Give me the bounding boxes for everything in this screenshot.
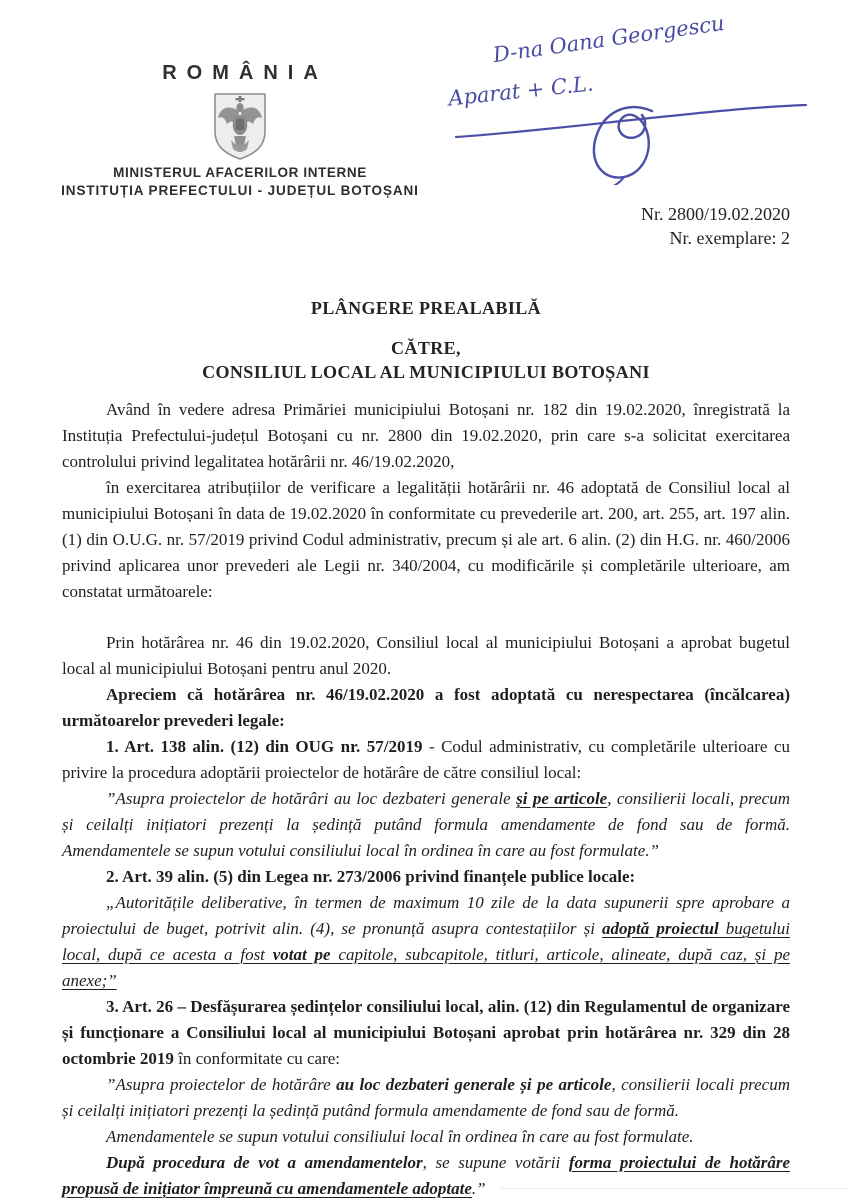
copies-count: Nr. exemplare: 2: [669, 228, 790, 248]
paragraph-quote-3-end: După procedura de vot a amendamentelor, se supune votării forma proiectului de hotărâre propusă de inițiator împreună cu amendamentele adoptate.”: [62, 1153, 790, 1198]
paragraph-preamble-1: Având în vedere adresa Primăriei municipiului Botoșani nr. 182 din 19.02.2020, înregistrată la Instituția Prefectului-județul Botoșani cu nr. 2800 din 19.02.2020, prin care s-a solicitat exercitarea controlului privind legalitatea hotărârii nr. 46/19.02.2020,: [62, 400, 790, 471]
registration-number: Nr. 2800/19.02.2020: [640, 204, 790, 224]
institution-name: INSTITUȚIA PREFECTULUI - JUDEȚUL BOTOȘANI: [61, 183, 419, 198]
paragraph-facts: Prin hotărârea nr. 46 din 19.02.2020, Consiliul local al municipiului Botoșani a aprobat bugetul local al municipiului Botoșani pentru anul 2020.: [62, 633, 790, 678]
paragraph-quote-3-cont: Amendamentele se supun votului consiliului local în ordinea în care au fost formulate.: [106, 1127, 694, 1146]
document-title: PLÂNGERE PREALABILĂ: [310, 298, 542, 318]
coat-of-arms-icon: [212, 91, 268, 161]
paragraph-quote-2: „Autoritățile deliberative, în termen de maximum 10 zile de la data supunerii spre aprobare a proiectului de buget, potrivit alin. (4), se pronunță asupra contestațiilor și adoptă proiectul bugetului local, după ce acesta a fost votat pe capitole, subcapitole, titluri, articole, alineate, după caz, și pe anexe;”: [62, 893, 790, 990]
paragraph-preamble-2: în exercitarea atribuțiilor de verificare a legalității hotărârii nr. 46 adoptată de Consiliul local al municipiului Botoșani în data de 19.02.2020 în conformitate cu prevederile art. 200, art. 255, art. 197 alin. (1) din O.U.G. nr. 57/2019 privind Codul administrativ, precum și ale art. 6 alin. (2) din H.G. nr. 460/2006 privind aplicarea unor prevederi ale Legii nr. 340/2004, cu modificările și completările ulterioare, am constatat următoarele:: [62, 478, 790, 601]
document-title-block: [60, 298, 792, 383]
handwritten-annotation: [428, 10, 828, 185]
paragraph-legal-point-3: 3. Art. 26 – Desfășurarea ședințelor consiliului local, alin. (12) din Regulamentul de organizare și funcționare a Consiliului local al municipiului Botoșani aprobat prin hotărârea nr. 329 din 28 octombrie 2019 în conformitate cu care:: [62, 997, 790, 1068]
signature-flourish-icon: [428, 15, 828, 185]
ministry-name: MINISTERUL AFACERILOR INTERNE: [113, 165, 367, 180]
addressee-name: CONSILIUL LOCAL AL MUNICIPIULUI BOTOȘANI: [202, 362, 650, 382]
registration-block: [641, 202, 790, 250]
paragraph-legal-point-1: 1. Art. 138 alin. (12) din OUG nr. 57/2019 - Codul administrativ, cu completările ulterioare cu privire la procedura adoptării proiectelor de hotărâre de către consiliul local:: [62, 737, 790, 782]
paragraph-legal-point-2: 2. Art. 39 alin. (5) din Legea nr. 273/2006 privind finanțele publice locale:: [106, 867, 636, 886]
addressee-salutation: CĂTRE,: [391, 338, 461, 358]
handwritten-recipient: D-na Oana Georgescu: [491, 10, 726, 68]
document-body: [62, 397, 790, 1200]
paragraph-quote-3: ”Asupra proiectelor de hotărâre au loc dezbateri generale și pe articole, consilierii locali precum și ceilalți inițiatori prezenți la ședință putând formula amendamente de fond sau de formă.: [62, 1075, 790, 1120]
paragraph-quote-1: ”Asupra proiectelor de hotărâri au loc dezbateri generale și pe articole, consilierii locali, precum și ceilalți inițiatori prezenți la ședință putând formula amendamente de fond sau de formă. Amendamentele se supun votului consiliului local în ordinea în care au fost formulate.”: [62, 789, 790, 860]
letterhead: [56, 62, 424, 198]
country-name: ROMÂNIA: [162, 62, 328, 84]
paragraph-assessment: Apreciem că hotărârea nr. 46/19.02.2020 a fost adoptată cu nerespectarea (încălcarea) următoarelor prevederi legale:: [62, 685, 790, 730]
scan-artifact-line: [500, 1188, 848, 1189]
handwritten-note: Aparat + C.L.: [447, 71, 595, 111]
